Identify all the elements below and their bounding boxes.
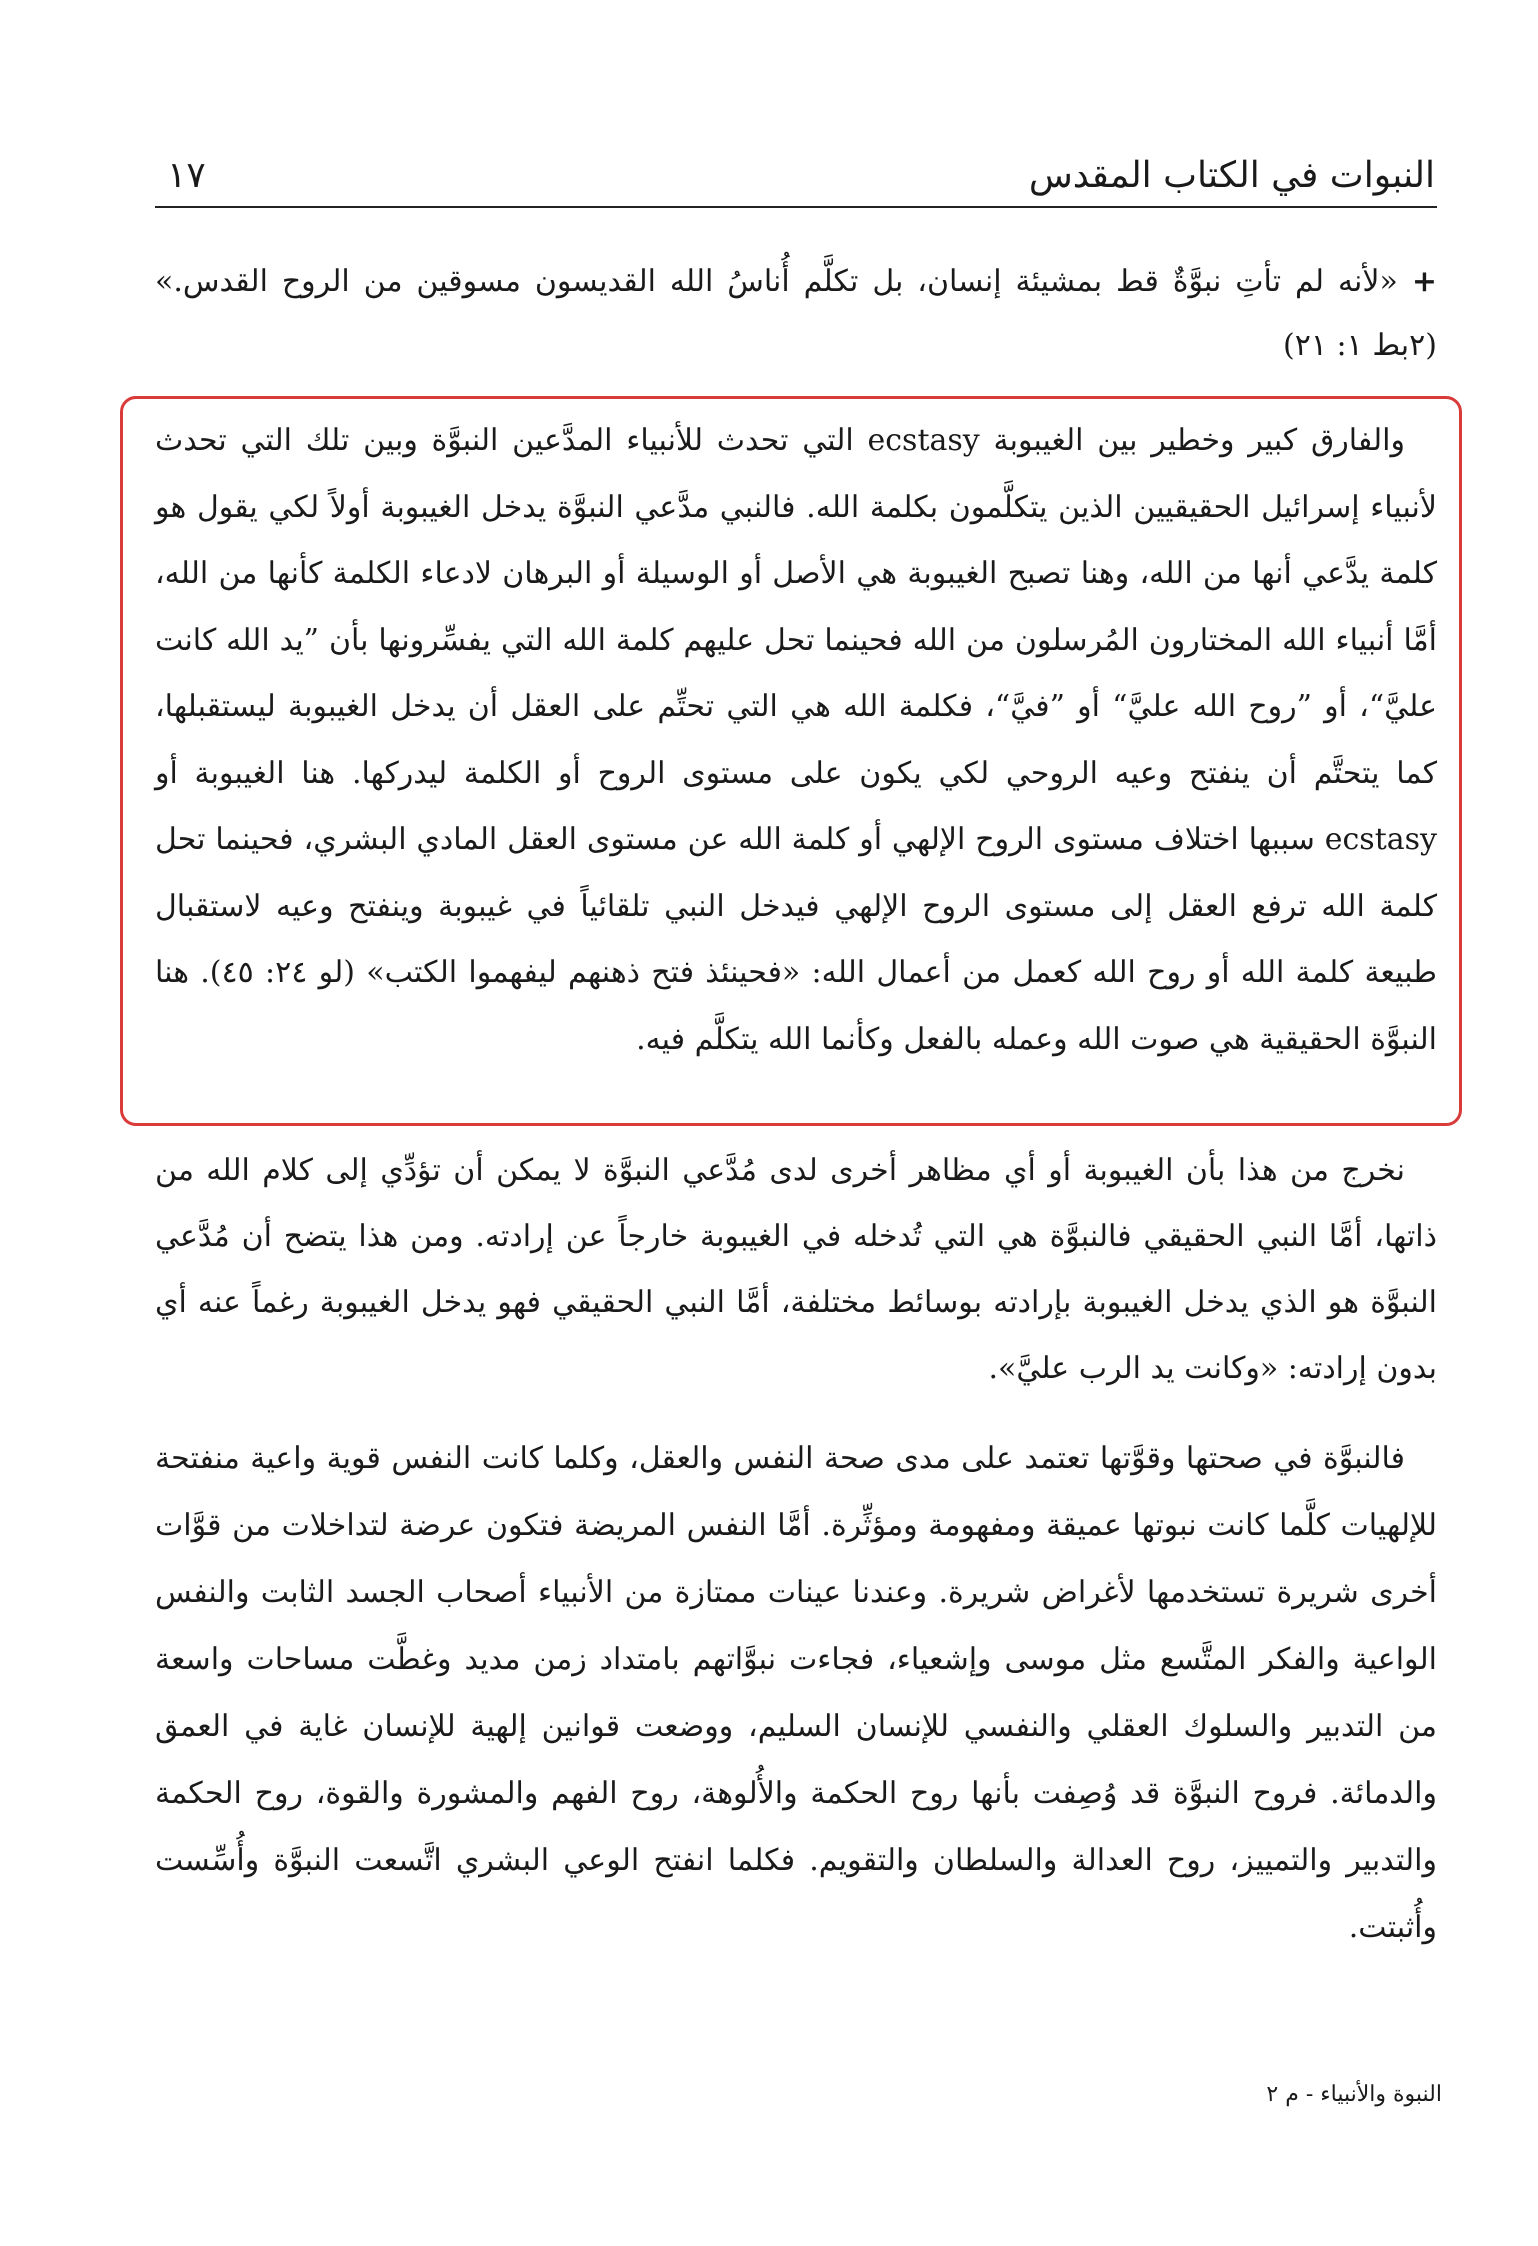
page-number: ١٧	[167, 155, 206, 196]
paragraph-prophecy-health: فالنبوَّة في صحتها وقوَّتها تعتمد على مدى صحة النفس والعقل، وكلما كانت النفس قوية واعية منفتحة للإلهيات كلَّما كانت نبوتها عميقة ومفهومة ومؤثِّرة. أمَّا النفس المريضة فتكون عرضة لتداخلات من قوَّات أخرى شريرة تستخدمها لأغراض شريرة. وعندنا عينات ممتازة من الأنبياء أصحاب الجسد الثابت والنفس الواعية والفكر المتَّسع مثل موسى وإشعياء، فجاءت نبوَّاتهم بامتداد زمن مديد وغطَّت مساحات واسعة من التدبير والسلوك العقلي والنفسي للإنسان السليم، ووضعت قوانين إلهية للإنسان غاية في العمق والدمائة. فروح النبوَّة قد وُصِفت بأنها روح الحكمة والأُلوهة، روح الفهم والمشورة والقوة، روح الحكمة والتدبير والتمييز، روح العدالة والسلطان والتقويم. فكلما انفتح الوعي البشري اتَّسعت النبوَّة وأُسِّست وأُثبتت.	[155, 1441, 1437, 1945]
running-title: النبوات في الكتاب المقدس	[1028, 155, 1435, 196]
header-divider	[155, 206, 1437, 208]
paragraph-ecstasy: والفارق كبير وخطير بين الغيبوبة ecstasy التي تحدث للأنبياء المدَّعين النبوَّة وبين تلك التي تحدث لأنبياء إسرائيل الحقيقيين الذين يتكلَّمون بكلمة الله. فالنبي مدَّعي النبوَّة يدخل الغيبوبة أولاً لكي يقول هو كلمة يدَّعي أنها من الله، وهنا تصبح الغيبوبة هي الأصل أو الوسيلة أو البرهان لادعاء الكلمة كأنها من الله، أمَّا أنبياء الله المختارون المُرسلون من الله فحينما تحل عليهم كلمة الله التي يفسِّرونها بأن ”يد الله كانت عليَّ“، أو ”روح الله عليَّ“ أو ”فيَّ“، فكلمة الله هي التي تحتِّم على العقل أن يدخل الغيبوبة ليستقبلها، كما يتحتَّم أن ينفتح وعيه الروحي لكي يكون على مستوى الروح أو الكلمة ليدركها. هنا الغيبوبة أو ecstasy سببها اختلاف مستوى الروح الإلهي أو كلمة الله عن مستوى العقل المادي البشري، فحينما تحل كلمة الله ترفع العقل إلى مستوى الروح الإلهي فيدخل النبي تلقائياً في غيبوبة وينفتح وعيه لاستقبال طبيعة كلمة الله أو روح الله كعمل من أعمال الله: «فحينئذ فتح ذهنهم ليفهموا الكتب» (لو ٢٤: ٤٥). هنا النبوَّة الحقيقية هي صوت الله وعمله بالفعل وكأنما الله يتكلَّم فيه.	[155, 423, 1438, 1057]
scripture-quote	[155, 250, 1437, 378]
quote-text: «لأنه لم تأتِ نبوَّةٌ قط بمشيئة إنسان، بل تكلَّم أُناسُ الله القديسون مسوقين من الروح القدس.» (٢بط ١: ٢١)	[155, 264, 1437, 363]
footer-signature: النبوة والأنبياء - م ٢	[1266, 2082, 1442, 2107]
quote-bullet: +	[1411, 264, 1437, 299]
paragraph-conclusion: نخرج من هذا بأن الغيبوبة أو أي مظاهر أخرى لدى مُدَّعي النبوَّة لا يمكن أن تؤدِّي إلى كلام الله من ذاتها، أمَّا النبي الحقيقي فالنبوَّة هي التي تُدخله في الغيبوبة خارجاً عن إرادته. ومن هذا يتضح أن مُدَّعي النبوَّة هو الذي يدخل الغيبوبة بإرادته بوسائط مختلفة، أمَّا النبي الحقيقي فهو يدخل الغيبوبة رغماً عنه أي بدون إرادته: «وكانت يد الرب عليَّ».	[155, 1153, 1437, 1386]
running-header	[155, 150, 1435, 208]
